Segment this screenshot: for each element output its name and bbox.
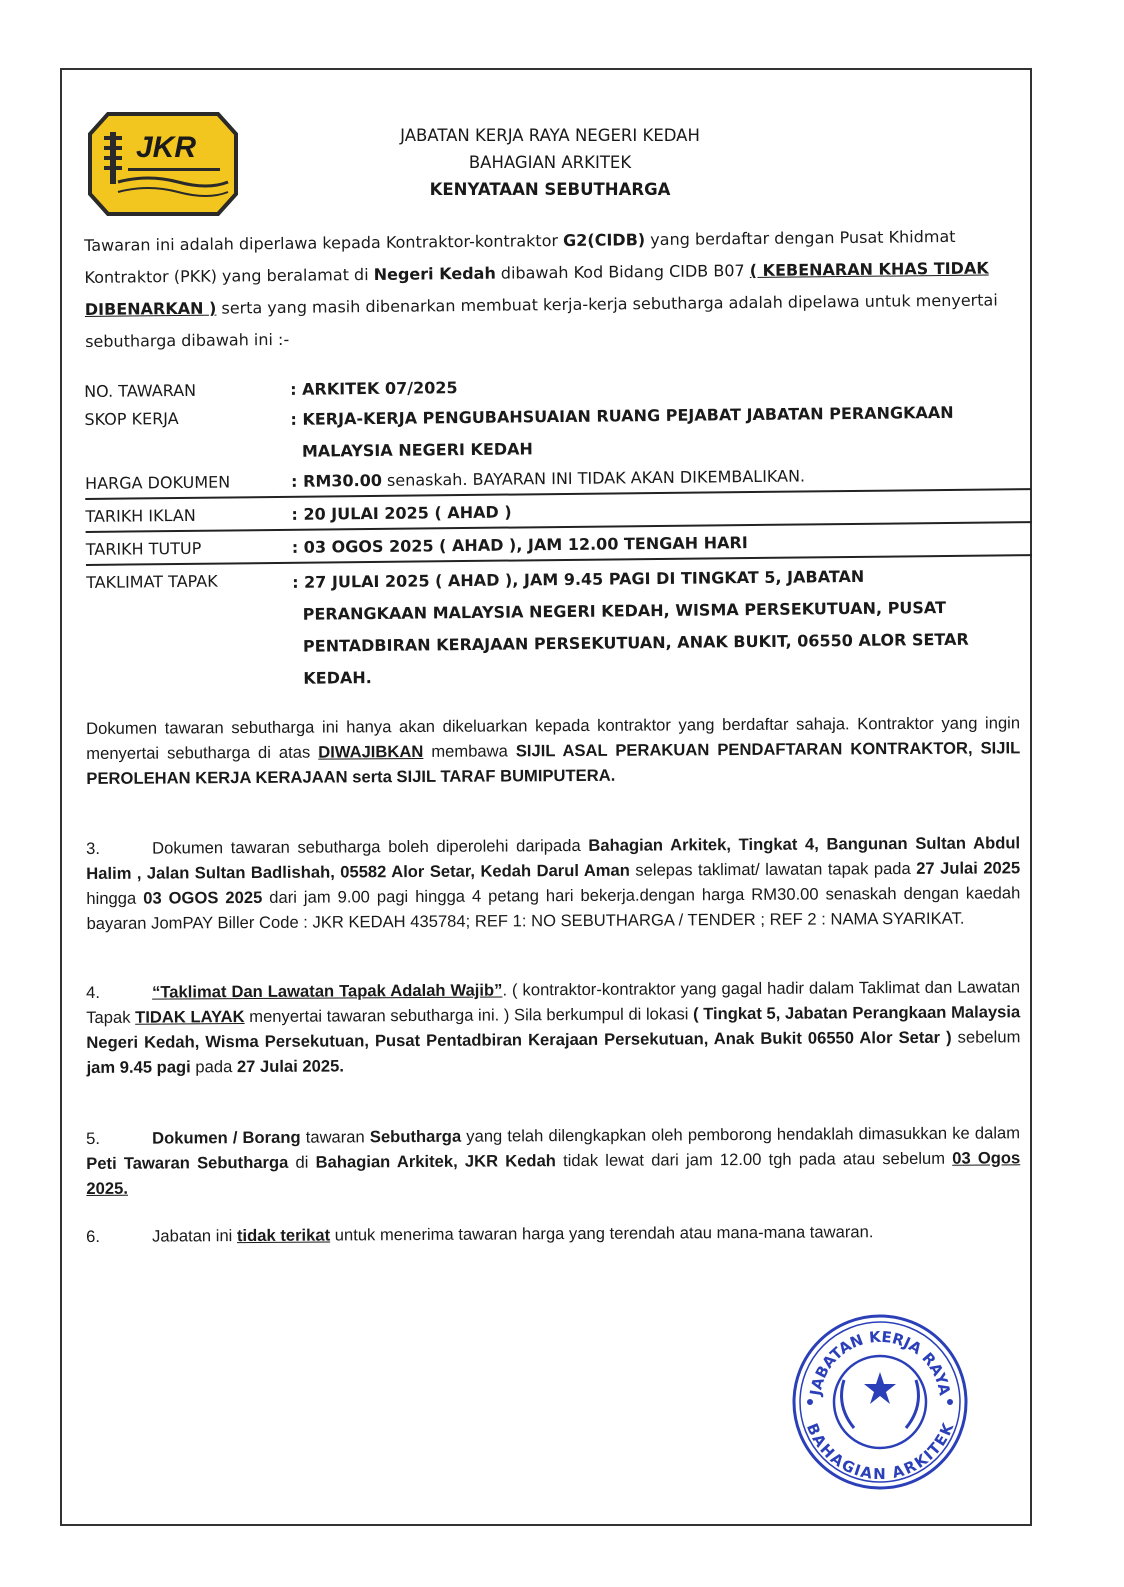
svg-text:JABATAN KERJA RAYA: JABATAN KERJA RAYA xyxy=(806,1327,954,1397)
document-header xyxy=(270,122,830,203)
jkr-logo xyxy=(88,112,238,216)
notice-title: KENYATAAN SEBUTHARGA xyxy=(429,180,671,199)
department-name: JABATAN KERJA RAYA NEGERI KEDAH xyxy=(400,126,700,145)
official-stamp xyxy=(788,1310,972,1494)
paragraph-4: 4. “Taklimat Dan Lawatan Tapak Adalah Wajib”. ( kontraktor-kontraktor yang gagal hadir dalam Taklimat dan Lawatan Tapak TIDAK LAYAK menyertai tawaran sebutharga ini. ) Sila berkumpul di lokasi ( Tingkat 5, Jabatan Perangkaan Malaysia Negeri Kedah, Wisma Persekutuan, Pusat Pentadbiran Kerajaan Persekutuan, Anak Bukit 06550 Alor Setar ) sebelum jam 9.45 pagi pada 27 Julai 2025. xyxy=(86,977,1021,1077)
paragraph-6: 6. Jabatan ini tidak terikat untuk menerima tawaran harga yang terendah atau mana-mana tawaran. xyxy=(86,1222,874,1246)
paragraph-5: 5. Dokumen / Borang tawaran Sebutharga yang telah dilengkapkan oleh pemborong hendaklah dimasukkan ke dalam Peti Tawaran Sebutharga di Bahagian Arkitek, JKR Kedah tidak lewat dari jam 12.00 tgh pada atau sebelum 03 Ogos 2025. xyxy=(86,1123,1021,1198)
row-taklimat-tapak: TAKLIMAT TAPAK : 27 JULAI 2025 ( AHAD ), JAM 9.45 PAGI DI TINGKAT 5, JABATAN PERANGKAAN MALAYSIA NEGERI KEDAH, WISMA PERSEKUTUAN, PUSAT PENTADBIRAN KERAJAAN PERSEKUTUAN, ANAK BUKIT, 06550 ALOR SETAR KEDAH. xyxy=(86,566,969,688)
row-no-tawaran: NO. TAWARAN : ARKITEK 07/2025 xyxy=(84,378,458,401)
row-harga-dokumen: HARGA DOKUMEN : RM30.00 senaskah. BAYARAN INI TIDAK AKAN DIKEMBALIKAN. xyxy=(85,460,1031,500)
logo-text: JKR xyxy=(136,131,197,164)
intro-paragraph: Tawaran ini adalah diperlawa kepada Kontraktor-kontraktor G2(CIDB) yang berdaftar dengan Pusat Khidmat Kontraktor (PKK) yang beralamat di Negeri Kedah dibawah Kod Bidang CIDB B07 ( KEBENARAN KHAS TIDAK DIBENARKAN ) serta yang masih dibenarkan membuat kerja-kerja sebutharga adalah dipelawa untuk menyertai sebutharga dibawah ini :- xyxy=(84,226,998,351)
row-tarikh-iklan: TARIKH IKLAN : 20 JULAI 2025 ( AHAD ) xyxy=(85,490,1031,533)
division-name: BAHAGIAN ARKITEK xyxy=(468,153,632,172)
row-tarikh-tutup: TARIKH TUTUP : 03 OGOS 2025 ( AHAD ), JAM 12.00 TENGAH HARI xyxy=(86,523,1032,566)
tender-details xyxy=(84,368,1033,697)
paragraph-eligibility: Dokumen tawaran sebutharga ini hanya akan dikeluarkan kepada kontraktor yang berdaftar sahaja. Kontraktor yang ingin menyertai sebutharga di atas DIWAJIBKAN membawa SIJIL ASAL PERAKUAN PENDAFTARAN KONTRAKTOR, SIJIL PEROLEHAN KERJA KERAJAAN serta SIJIL TARAF BUMIPUTERA. xyxy=(86,713,1021,788)
paragraph-3: 3. Dokumen tawaran sebutharga boleh diperolehi daripada Bahagian Arkitek, Tingkat 4, Bangunan Sultan Abdul Halim , Jalan Sultan Badlishah, 05582 Alor Setar, Kedah Darul Aman selepas taklimat/ lawatan tapak pada 27 Julai 2025 hingga 03 OGOS 2025 dari jam 9.00 pagi hingga 4 petang hari bekerja.dengan harga RM30.00 senaskah dengan kaedah bayaran JomPAY Biller Code : JKR KEDAH 435784; REF 1: NO SEBUTHARGA / TENDER ; REF 2 : NAMA SYARIKAT. xyxy=(86,833,1021,933)
svg-text:BAHAGIAN ARKITEK: BAHAGIAN ARKITEK xyxy=(802,1420,958,1484)
row-skop-kerja: SKOP KERJA : KERJA-KERJA PENGUBAHSUAIAN RUANG PEJABAT JABATAN PERANGKAAN MALAYSIA NEGERI KEDAH xyxy=(84,402,954,461)
